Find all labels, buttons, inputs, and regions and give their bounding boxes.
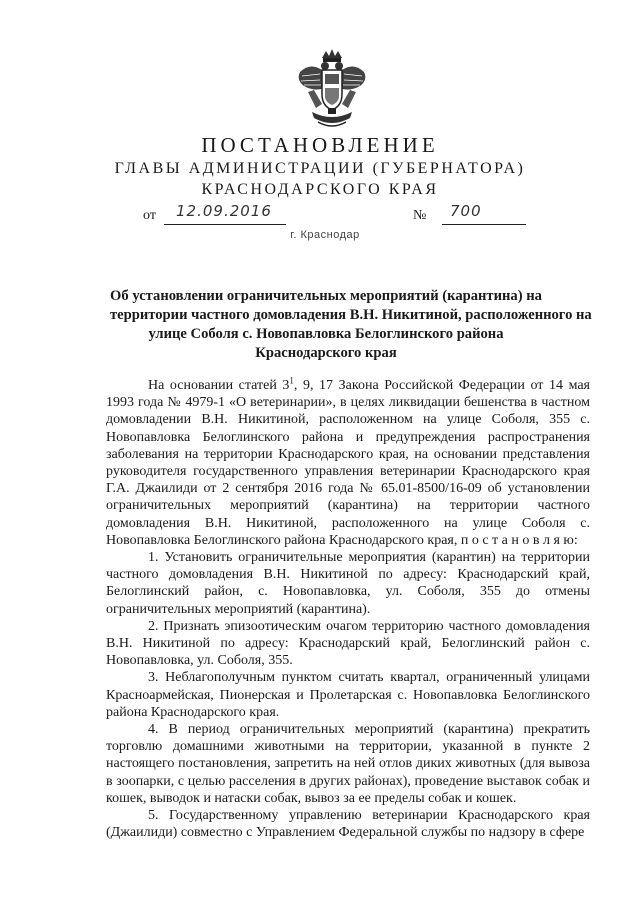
number-label: № xyxy=(413,208,427,223)
clause-paragraph: 3. Неблагополучным пунктом считать квартал, ограниченный улицами Красноармейская, Пионерская и Пролетарская с. Новопавловка Белоглинского района Краснодарского края. xyxy=(106,670,590,720)
issuer-line: ГЛАВЫ АДМИНИСТРАЦИИ (ГУБЕРНАТОРА) xyxy=(114,160,526,177)
date-underline xyxy=(164,224,286,225)
clause-paragraph: 1. Установить ограничительные мероприятия (карантин) на территории частного домовладения В.Н. Никитиной по адресу: Краснодарский край, Белоглинский район, с. Новопавловка, ул. Соболя, 355 до отмены ограничительных мероприятий (карантина). xyxy=(106,550,590,617)
clause-paragraph: 5. Государственному управлению ветеринарии Краснодарского края (Джаилиди) совместно с Управлением Федеральной службы по надзору в сфере xyxy=(106,808,590,841)
resolution-title xyxy=(110,287,592,363)
number-underline xyxy=(442,224,526,225)
title-line: Об установлении ограничительных мероприятий (карантина) на xyxy=(110,288,542,304)
clause-paragraph: 2. Признать эпизоотическим очагом территорию частного домовладения В.Н. Никитиной по адресу: Краснодарский край, Белоглинский район с. Новопавловка, ул. Соболя, 355. xyxy=(106,618,590,669)
region-line: КРАСНОДАРСКОГО КРАЯ xyxy=(201,181,439,198)
handwritten-date: 12.09.2016 xyxy=(176,202,272,220)
title-line: территории частного домовладения В.Н. Никитиной, расположенного на xyxy=(110,307,592,323)
date-label: от xyxy=(143,208,156,223)
handwritten-number: 700 xyxy=(450,202,482,220)
title-line: Краснодарского края xyxy=(255,345,397,361)
clause-paragraph: 4. В период ограничительных мероприятий (карантина) прекратить торговлю домашними животными на территории, указанной в пункте 2 настоящего постановления, запретить на ней отлов диких животных (для вывоза в зоопарки, с целью расселения в других районах), проведение выставок собак и кошек, выводок и натаски собак, вывоз за ее пределы собак и кошек. xyxy=(106,722,590,806)
city-label: г. Краснодар xyxy=(290,229,360,241)
preamble-paragraph xyxy=(106,377,590,549)
preamble-text-rest: , 9, 17 Закона Российской Федерации от 14 мая 1993 года № 4979-1 «О ветеринарии», в целях ликвидации бешенства в частном домовладении В.Н. Никитиной, расположенном на улице Соболя, 355 с. Новопавловка Белоглинского района и предупреждения распространения заболевания на территории Краснодарского края, на основании представления руководителя государственного управления ветеринарии Краснодарского края Г.А. Джаилиди от 2 сентября 2016 года № 65.01-8500/16-09 об установлении ограничительных мероприятий (карантина) на территории частного домовладения В.Н. Никитиной, расположенного на улице Соболя с. Новопавловка Белоглинского района Краснодарского края, п о с т а н о в л я ю: xyxy=(106,378,590,548)
preamble-superscript: 1 xyxy=(289,375,294,386)
document-type-title: ПОСТАНОВЛЕНИЕ xyxy=(201,133,439,157)
document-body xyxy=(106,377,590,841)
title-line: улице Соболя с. Новопавловка Белоглинского района xyxy=(148,326,504,342)
preamble-text-start: На основании статей 3 xyxy=(148,378,290,393)
coat-of-arms-emblem xyxy=(292,48,372,132)
